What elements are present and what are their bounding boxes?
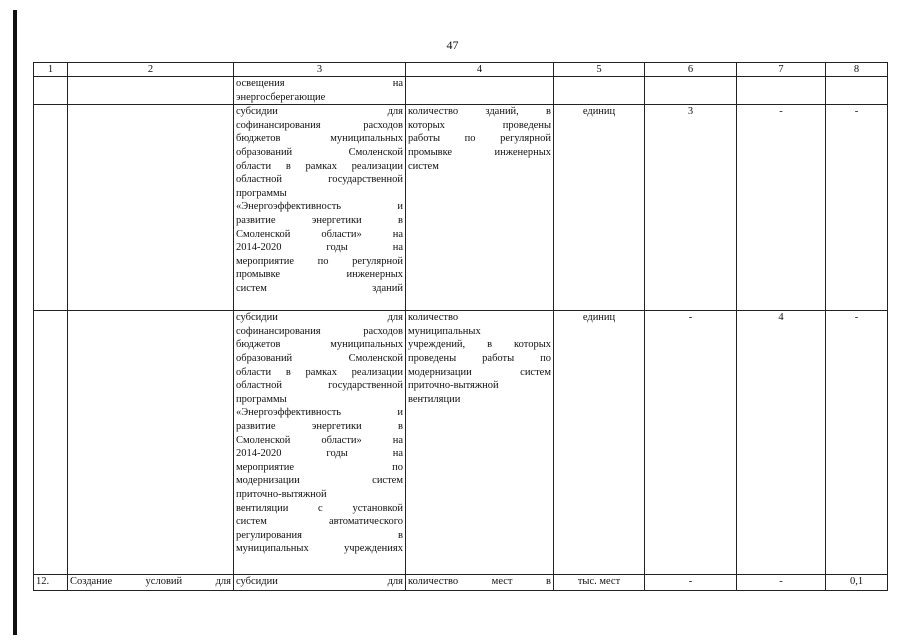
binder-margin-line [13,10,17,635]
value-2017-cell: - [826,105,888,311]
measure-cell [234,311,406,575]
indicator-cell-line: модернизации систем [408,366,551,378]
unit-cell [554,77,645,105]
measure-cell-line: «Энергоэффективность и [236,407,403,419]
measure-cell-line: «Энергоэффективность и [236,201,403,213]
measure-cell-line: модернизации систем [236,475,403,487]
measure-cell-line: образований Смоленской [236,352,403,364]
indicator-cell [406,575,554,591]
measure-cell-line: промывке инженерных [236,269,403,281]
measure-cell-line: софинансирования расходов [236,119,403,131]
value-2015-cell [645,77,737,105]
indicator-cell-line: приточно-вытяжной [408,380,499,392]
measure-cell-line: систем автоматического [236,516,403,528]
table-header-row [34,63,888,77]
column-header-8: 8 [826,63,888,77]
measure-cell-line: программы [236,187,287,199]
measure-cell [234,575,406,591]
unit-cell: единиц [554,311,645,575]
indicator-cell-line: количество зданий, в [408,106,551,118]
value-2015-cell: 3 [645,105,737,311]
measure-cell-line: систем зданий [236,282,403,294]
value-2016-cell [737,77,826,105]
measure-cell-line: областной государственной [236,174,403,186]
row-number-cell [34,77,68,105]
measure-cell-line: образований Смоленской [236,146,403,158]
indicator-cell-line: муниципальных [408,325,481,337]
row-number-cell [34,105,68,311]
value-2015-cell: - [645,311,737,575]
measure-cell-line: муниципальных учреждениях [236,543,403,555]
column-header-7: 7 [737,63,826,77]
indicator-cell-line: систем [408,160,439,172]
measure-cell [234,105,406,311]
measure-cell-line: софинансирования расходов [236,325,403,337]
measure-cell-line: мероприятие по [236,461,403,473]
goal-cell [68,311,234,575]
indicator-cell-line: учреждений, в которых [408,339,551,351]
measure-cell-line: мероприятие по регулярной [236,255,403,267]
measure-cell-line: развитие энергетики в [236,214,403,226]
goal-cell [68,77,234,105]
indicator-cell-line: количество [408,312,459,324]
value-2017-cell [826,77,888,105]
indicator-cell-line: проведены работы по [408,352,551,364]
value-2016-cell: - [737,575,826,591]
value-2017-cell: 0,1 [826,575,888,591]
value-2016-cell: - [737,105,826,311]
table-row [34,105,888,311]
value-2015-cell: - [645,575,737,591]
column-header-3: 3 [234,63,406,77]
measure-cell-line: 2014-2020 годы на [236,448,403,460]
indicator-cell-line: которых проведены [408,119,551,131]
measure-cell-line: областной государственной [236,380,403,392]
indicator-cell-line: количество мест в [408,576,551,588]
unit-cell: единиц [554,105,645,311]
measure-cell-line: приточно-вытяжной [236,488,327,500]
measure-cell-line: Смоленской области» на [236,228,403,240]
measure-cell-line: Смоленской области» на [236,434,403,446]
value-2016-cell: 4 [737,311,826,575]
measure-cell-line: бюджетов муниципальных [236,133,403,145]
measure-cell-line: субсидии для [236,106,403,118]
column-header-2: 2 [68,63,234,77]
measure-cell-line: субсидии для [236,576,403,588]
column-header-4: 4 [406,63,554,77]
indicator-cell [406,311,554,575]
table-row [34,575,888,591]
measure-cell-line: 2014-2020 годы на [236,242,403,254]
measure-cell-line: субсидии для [236,312,403,324]
column-header-5: 5 [554,63,645,77]
measure-cell-line: энергосберегающие [236,91,326,103]
page-number: 47 [446,38,459,52]
goal-cell [68,105,234,311]
indicator-cell-line: промывке инженерных [408,146,551,158]
indicator-cell-line: вентиляции [408,393,461,405]
indicator-cell-line: работы по регулярной [408,133,551,145]
indicator-cell [406,77,554,105]
measure-cell-line: программы [236,393,287,405]
goal-cell: Создание условий для [68,575,234,591]
measure-cell [234,77,406,105]
measure-cell-line: развитие энергетики в [236,420,403,432]
column-header-1: 1 [34,63,68,77]
program-table [33,62,888,591]
table-row [34,77,888,105]
measure-cell-line: вентиляции с установкой [236,502,403,514]
measure-cell-line: области в рамках реализации [236,366,403,378]
measure-cell-line: освещения на [236,78,403,89]
row-number-cell: 12. [34,575,68,591]
unit-cell: тыс. мест [554,575,645,591]
value-2017-cell: - [826,311,888,575]
measure-cell-line: области в рамках реализации [236,160,403,172]
row-number-cell [34,311,68,575]
measure-cell-line: регулирования в [236,529,403,541]
table-row [34,311,888,575]
column-header-6: 6 [645,63,737,77]
indicator-cell [406,105,554,311]
measure-cell-line: бюджетов муниципальных [236,339,403,351]
